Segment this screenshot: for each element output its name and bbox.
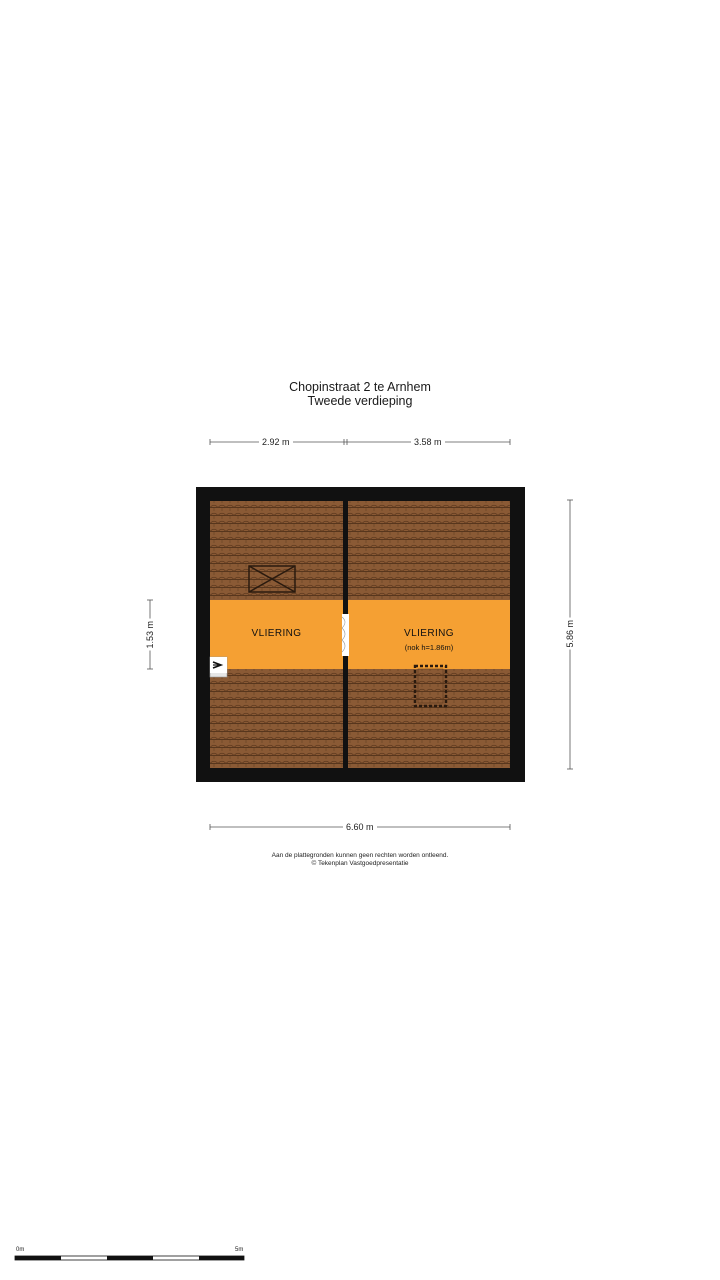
scale-end-label: 5m: [235, 1247, 244, 1253]
dimension-left-height: 1.53 m: [145, 621, 155, 649]
credit-text: © Tekenplan Vastgoedpresentatie: [311, 860, 409, 867]
dimension-top-left: 2.92 m: [259, 437, 293, 447]
address-title: Chopinstraat 2 te Arnhem: [289, 380, 431, 394]
scale-start-label: 0m: [16, 1247, 25, 1253]
roof-tiles-top-left: [210, 501, 343, 600]
top-dimension-line: [210, 439, 510, 445]
scale-bar: [15, 1256, 244, 1260]
dimension-top-right: 3.58 m: [411, 437, 445, 447]
footer: [0, 852, 720, 868]
room-label-right: VLIERING: [404, 628, 454, 639]
dimension-right-height: 5.86 m: [565, 620, 575, 648]
roof-tiles-bottom-right: [348, 669, 510, 768]
floor-subtitle: Tweede verdieping: [307, 394, 413, 408]
room-note-right: (nok h=1.86m): [404, 643, 454, 652]
dimension-bottom-total: 6.60 m: [343, 822, 377, 832]
room-label-left: VLIERING: [251, 628, 302, 639]
disclaimer-text: Aan de plattegronden kunnen geen rechten worden ontleend.: [271, 852, 449, 859]
roof-tiles-bottom-left: [210, 669, 343, 768]
roof-tiles-top-right: [348, 501, 510, 600]
stair-icon: [210, 657, 227, 677]
